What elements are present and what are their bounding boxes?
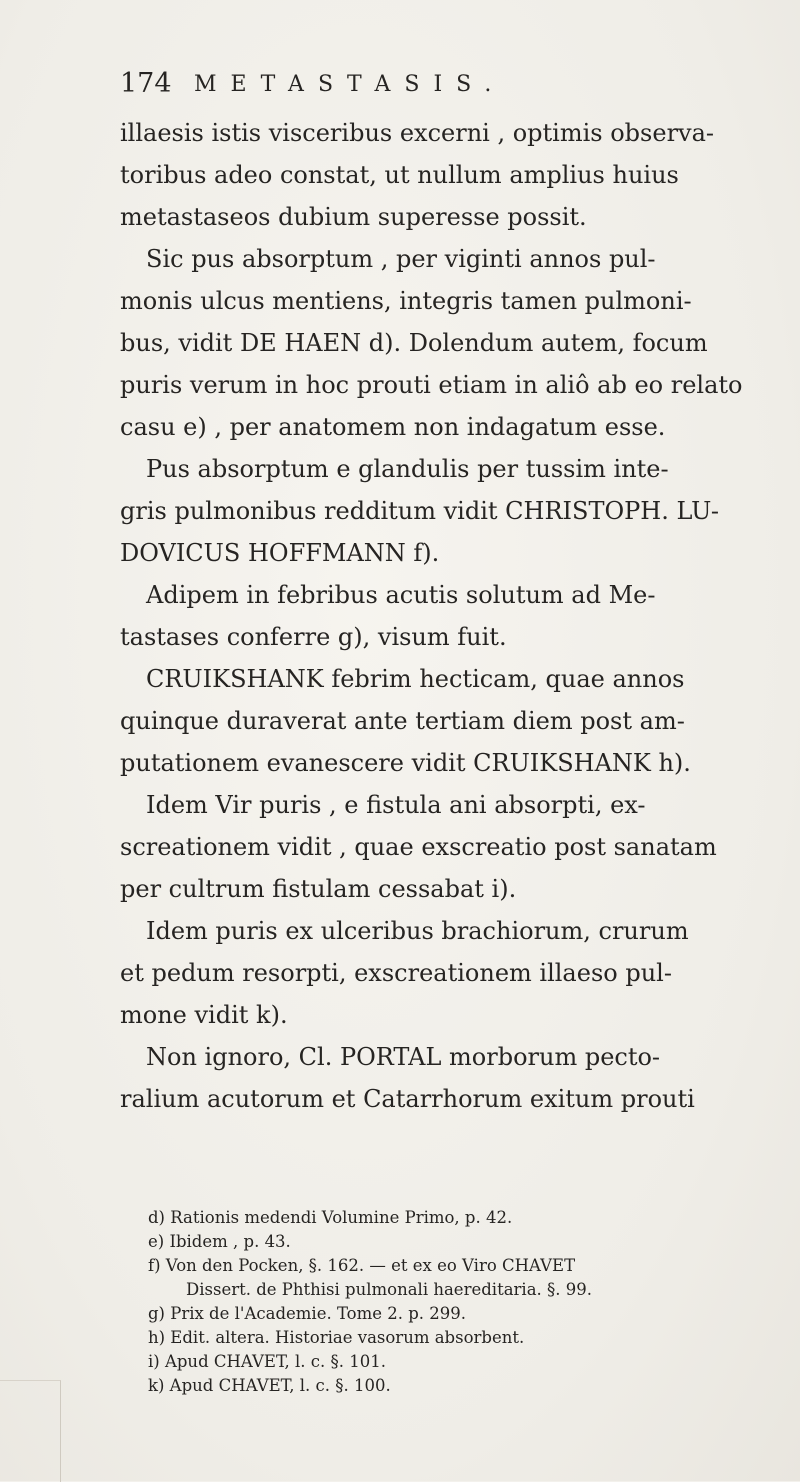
text-line: DOVICUS HOFFMANN f). xyxy=(120,539,440,567)
text-line: per cultrum fistulam cessabat i). xyxy=(120,875,517,903)
text-line: casu e) , per anatomem non indagatum esse. xyxy=(120,413,666,441)
footnote-g: g) Prix de l'Academie. Tome 2. p. 299. xyxy=(148,1304,467,1323)
text-line: Non ignoro, Cl. PORTAL morborum pecto- xyxy=(146,1043,661,1071)
footnote-d: d) Rationis medendi Volumine Primo, p. 42. xyxy=(148,1208,513,1227)
footnote-i: i) Apud CHAVET, l. c. §. 101. xyxy=(148,1352,386,1371)
running-head: METASTASIS. xyxy=(194,72,506,97)
text-line: toribus adeo constat, ut nullum amplius huius xyxy=(120,161,679,189)
footnote-k: k) Apud CHAVET, l. c. §. 100. xyxy=(148,1376,391,1395)
page-header xyxy=(120,68,660,108)
footnote-e: e) Ibidem , p. 43. xyxy=(148,1232,291,1251)
text-line: Idem Vir puris , e fistula ani absorpti, ex- xyxy=(146,791,646,819)
text-line: Idem puris ex ulceribus brachiorum, crurum xyxy=(146,917,689,945)
text-line: gris pulmonibus redditum vidit CHRISTOPH. LU- xyxy=(120,497,720,525)
page-edge xyxy=(0,1380,61,1482)
text-line: putationem evanescere vidit CRUIKSHANK h). xyxy=(120,749,691,777)
text-line: illaesis istis visceribus excerni , optimis observa- xyxy=(120,119,715,147)
text-line: quinque duraverat ante tertiam diem post am- xyxy=(120,707,685,735)
text-line: Pus absorptum e glandulis per tussim inte- xyxy=(146,455,669,483)
text-line: tastases conferre g), visum fuit. xyxy=(120,623,507,651)
text-line: Sic pus absorptum , per viginti annos pul- xyxy=(146,245,656,273)
page-number: 174 xyxy=(120,68,172,99)
text-line: metastaseos dubium superesse possit. xyxy=(120,203,587,231)
footnote-f-continued: Dissert. de Phthisi pulmonali haereditaria. §. 99. xyxy=(186,1280,593,1299)
text-line: ralium acutorum et Catarrhorum exitum prouti xyxy=(120,1085,695,1113)
text-line: Adipem in febribus acutis solutum ad Me- xyxy=(146,581,656,609)
text-line: screationem vidit , quae exscreatio post sanatam xyxy=(120,833,717,861)
text-line: monis ulcus mentiens, integris tamen pulmoni- xyxy=(120,287,692,315)
text-line: bus, vidit DE HAEN d). Dolendum autem, focum xyxy=(120,329,708,357)
text-line: et pedum resorpti, exscreationem illaeso pul- xyxy=(120,959,672,987)
footnote-f: f) Von den Pocken, §. 162. — et ex eo Viro CHAVET xyxy=(148,1256,576,1275)
text-line: mone vidit k). xyxy=(120,1001,288,1029)
text-line: puris verum in hoc prouti etiam in aliô ab eo relato xyxy=(120,371,743,399)
footnote-h: h) Edit. altera. Historiae vasorum absorbent. xyxy=(148,1328,525,1347)
text-line: CRUIKSHANK febrim hecticam, quae annos xyxy=(146,665,685,693)
